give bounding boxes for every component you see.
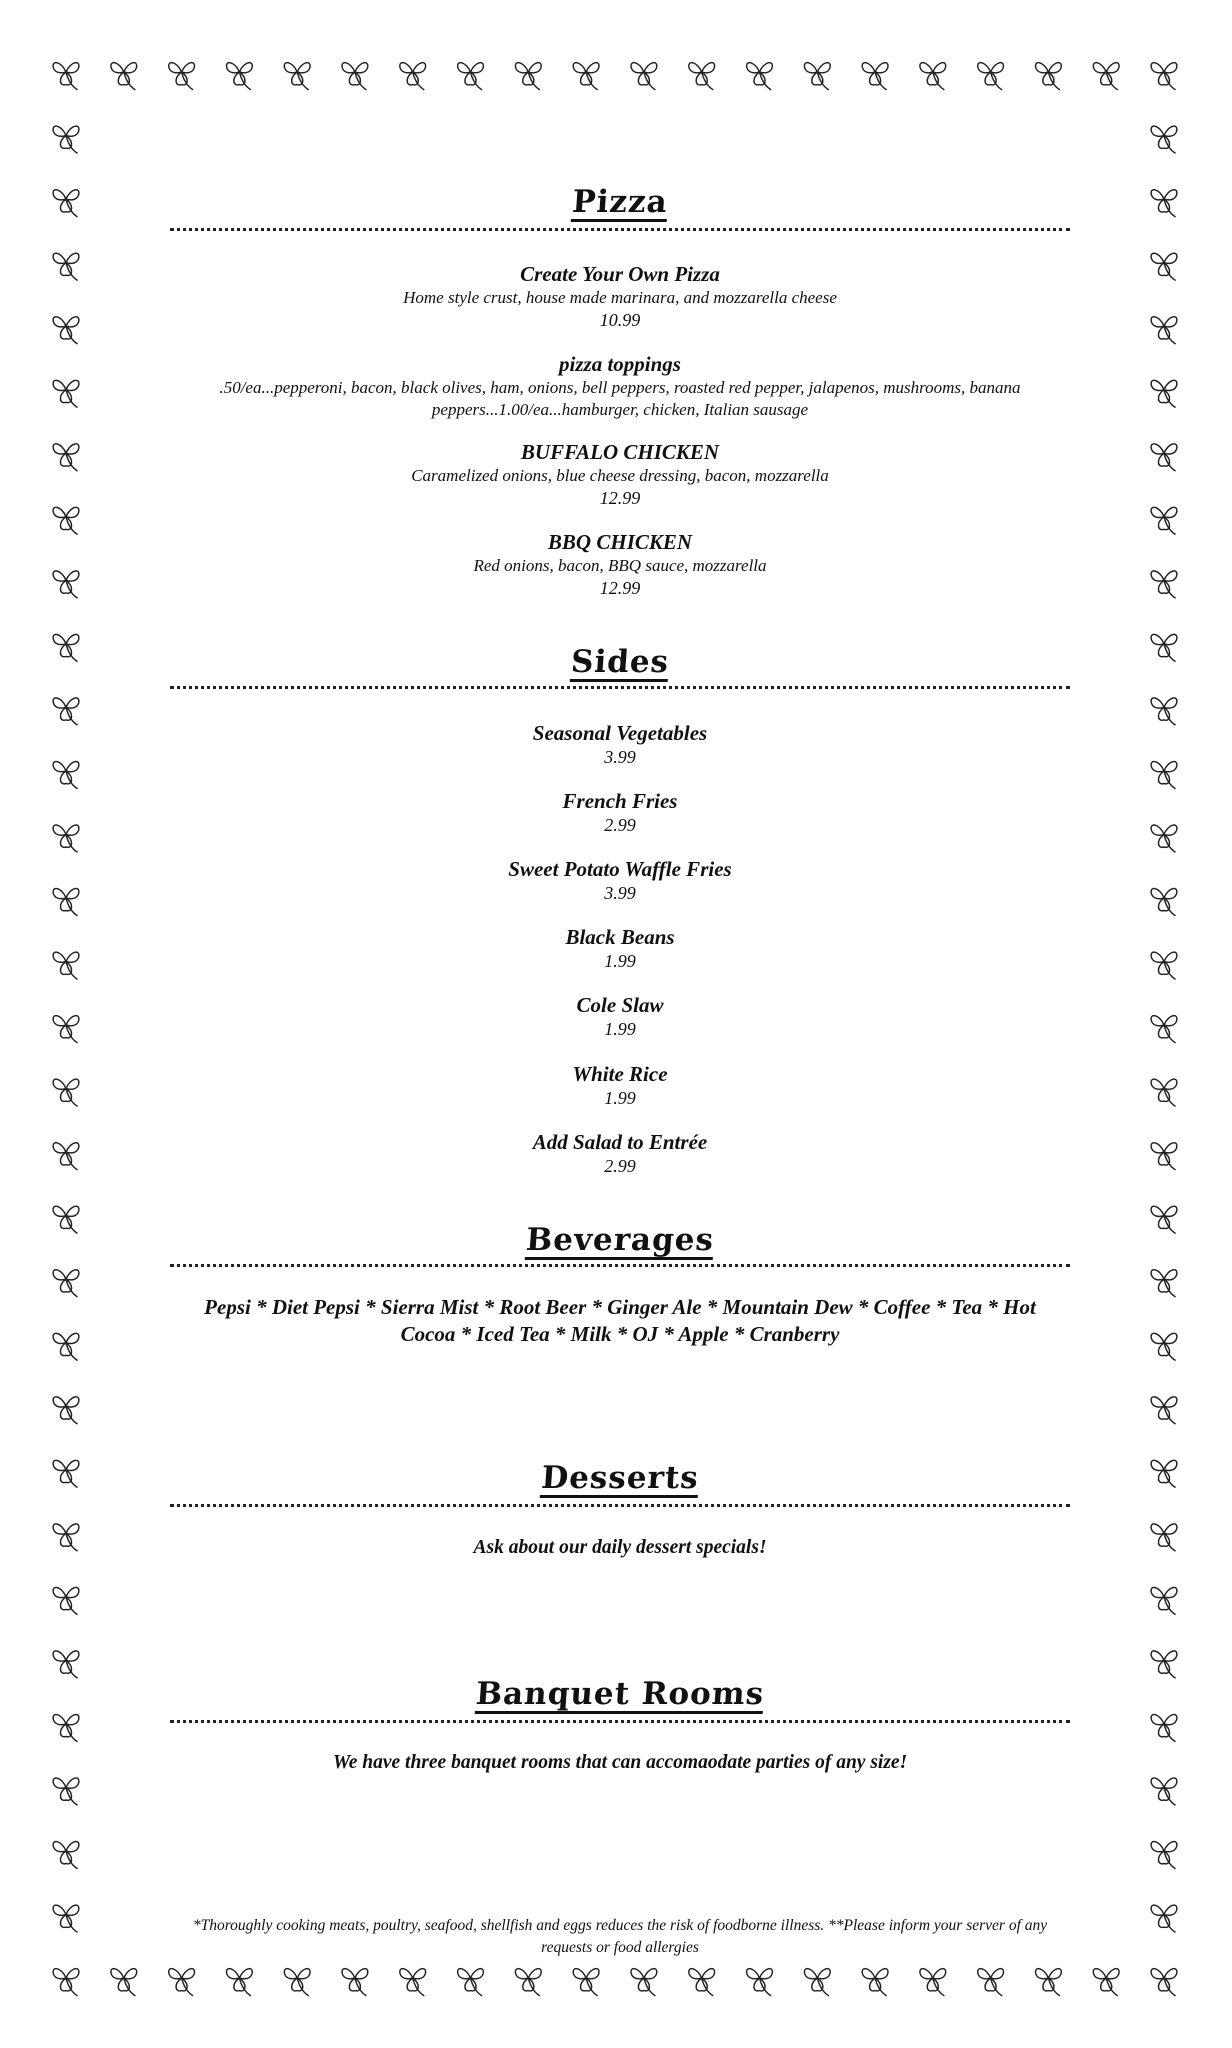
shamrock-icon bbox=[53, 825, 79, 852]
item-name: Sweet Potato Waffle Fries bbox=[508, 857, 732, 881]
shamrock-icon bbox=[53, 1715, 79, 1742]
shamrock-icon bbox=[284, 63, 310, 90]
shamrock-icon bbox=[1151, 1143, 1177, 1170]
shamrock-icon bbox=[1151, 1651, 1177, 1678]
shamrock-icon bbox=[862, 63, 888, 90]
shamrock-icon bbox=[1151, 1969, 1177, 1996]
shamrock-icon bbox=[53, 1842, 79, 1869]
shamrock-icon bbox=[53, 1016, 79, 1043]
menu-item bbox=[170, 440, 1070, 510]
shamrock-icon bbox=[53, 126, 79, 153]
shamrock-icon bbox=[53, 507, 79, 534]
shamrock-icon bbox=[1151, 1333, 1177, 1360]
shamrock-icon bbox=[1151, 952, 1177, 979]
shamrock-icon bbox=[53, 1524, 79, 1551]
shamrock-icon bbox=[53, 63, 79, 90]
section-title-banquet-rooms: Banquet Rooms bbox=[474, 1676, 766, 1712]
shamrock-icon bbox=[53, 1079, 79, 1106]
shamrock-icon bbox=[1151, 1079, 1177, 1106]
shamrock-icon bbox=[1151, 1587, 1177, 1614]
shamrock-icon bbox=[53, 317, 79, 344]
shamrock-icon bbox=[804, 1969, 830, 1996]
banquet-note-text: We have three banquet rooms that can accomaodate parties of any size! bbox=[332, 1752, 908, 1773]
item-price: 1.99 bbox=[604, 1088, 636, 1108]
item-name: BUFFALO CHICKEN bbox=[520, 440, 720, 464]
shamrock-icon bbox=[53, 634, 79, 661]
shamrock-icon bbox=[1151, 317, 1177, 344]
menu-item bbox=[170, 262, 1070, 332]
shamrock-icon bbox=[111, 63, 137, 90]
shamrock-icon bbox=[1151, 1715, 1177, 1742]
dotted-divider bbox=[170, 686, 1070, 689]
dotted-divider bbox=[170, 1720, 1070, 1723]
menu-item bbox=[170, 925, 1070, 973]
section-title-sides: Sides bbox=[569, 644, 671, 680]
shamrock-icon bbox=[53, 380, 79, 407]
shamrock-icon bbox=[1151, 1016, 1177, 1043]
shamrock-icon bbox=[1151, 1905, 1177, 1932]
shamrock-icon bbox=[1151, 634, 1177, 661]
shamrock-icon bbox=[53, 1905, 79, 1932]
shamrock-icon bbox=[1151, 1206, 1177, 1233]
shamrock-icon bbox=[1151, 1778, 1177, 1805]
shamrock-icon bbox=[631, 1969, 657, 1996]
shamrock-icon bbox=[689, 63, 715, 90]
shamrock-icon bbox=[1151, 1270, 1177, 1297]
shamrock-icon bbox=[1093, 63, 1119, 90]
menu-item bbox=[170, 857, 1070, 905]
desserts-note-text: Ask about our daily dessert specials! bbox=[473, 1537, 767, 1558]
beverage-list bbox=[180, 1294, 1060, 1348]
item-description: Caramelized onions, blue cheese dressing, bacon, mozzarella bbox=[411, 466, 829, 485]
shamrock-icon bbox=[515, 63, 541, 90]
shamrock-icon bbox=[169, 63, 195, 90]
item-price: 1.99 bbox=[604, 1019, 636, 1039]
shamrock-icon bbox=[342, 1969, 368, 1996]
item-price: 2.99 bbox=[604, 1156, 636, 1176]
shamrock-icon bbox=[1151, 698, 1177, 725]
dotted-divider bbox=[170, 228, 1070, 231]
item-name: Cole Slaw bbox=[576, 993, 664, 1017]
shamrock-icon bbox=[458, 1969, 484, 1996]
shamrock-icon bbox=[53, 571, 79, 598]
shamrock-icon bbox=[1151, 889, 1177, 916]
shamrock-icon bbox=[515, 1969, 541, 1996]
dotted-divider bbox=[170, 1264, 1070, 1267]
item-price: 1.99 bbox=[604, 951, 636, 971]
shamrock-icon bbox=[53, 1587, 79, 1614]
shamrock-icon bbox=[978, 1969, 1004, 1996]
shamrock-icon bbox=[1151, 825, 1177, 852]
shamrock-icon bbox=[747, 1969, 773, 1996]
shamrock-icon bbox=[804, 63, 830, 90]
menu-item bbox=[170, 1130, 1070, 1178]
menu-item bbox=[170, 993, 1070, 1041]
shamrock-icon bbox=[111, 1969, 137, 1996]
menu-item bbox=[170, 352, 1070, 421]
item-price: 2.99 bbox=[604, 815, 636, 835]
shamrock-icon bbox=[53, 1651, 79, 1678]
shamrock-icon bbox=[53, 1397, 79, 1424]
shamrock-icon bbox=[1151, 507, 1177, 534]
shamrock-icon bbox=[1036, 63, 1062, 90]
shamrock-icon bbox=[1151, 1397, 1177, 1424]
item-price: 12.99 bbox=[599, 488, 641, 508]
shamrock-icon bbox=[458, 63, 484, 90]
shamrock-icon bbox=[53, 1778, 79, 1805]
shamrock-icon bbox=[53, 1206, 79, 1233]
item-name: Black Beans bbox=[565, 925, 675, 949]
item-name: BBQ CHICKEN bbox=[547, 530, 693, 554]
shamrock-icon bbox=[573, 63, 599, 90]
shamrock-icon bbox=[1151, 571, 1177, 598]
shamrock-icon bbox=[53, 1460, 79, 1487]
shamrock-icon bbox=[284, 1969, 310, 1996]
item-price: 3.99 bbox=[604, 883, 636, 903]
shamrock-icon bbox=[53, 1969, 79, 1996]
shamrock-icon bbox=[920, 1969, 946, 1996]
shamrock-icon bbox=[53, 762, 79, 789]
shamrock-icon bbox=[53, 253, 79, 280]
shamrock-icon bbox=[747, 63, 773, 90]
shamrock-icon bbox=[862, 1969, 888, 1996]
shamrock-icon bbox=[1151, 63, 1177, 90]
item-name: pizza toppings bbox=[559, 352, 681, 376]
shamrock-icon bbox=[53, 444, 79, 471]
shamrock-icon bbox=[1093, 1969, 1119, 1996]
shamrock-icon bbox=[1151, 253, 1177, 280]
footer-disclaimer-text: *Thoroughly cooking meats, poultry, seafood, shellfish and eggs reduces the risk of foodborne illness. **Please inform your server of any requests or food allergies bbox=[192, 1917, 1048, 1956]
shamrock-icon bbox=[400, 63, 426, 90]
item-name: White Rice bbox=[572, 1062, 668, 1086]
item-description: Home style crust, house made marinara, and mozzarella cheese bbox=[403, 288, 837, 307]
shamrock-icon bbox=[1151, 190, 1177, 217]
shamrock-icon bbox=[978, 63, 1004, 90]
menu-item bbox=[170, 530, 1070, 600]
shamrock-icon bbox=[1151, 444, 1177, 471]
menu-item bbox=[170, 721, 1070, 769]
item-description: Red onions, bacon, BBQ sauce, mozzarella bbox=[473, 556, 767, 575]
item-name: Create Your Own Pizza bbox=[520, 262, 720, 286]
shamrock-icon bbox=[1151, 1460, 1177, 1487]
menu-item bbox=[170, 789, 1070, 837]
shamrock-icon bbox=[53, 698, 79, 725]
item-price: 12.99 bbox=[599, 578, 641, 598]
dotted-divider bbox=[170, 1504, 1070, 1507]
shamrock-icon bbox=[227, 1969, 253, 1996]
shamrock-icon bbox=[53, 1333, 79, 1360]
shamrock-icon bbox=[1036, 1969, 1062, 1996]
shamrock-icon bbox=[169, 1969, 195, 1996]
shamrock-icon bbox=[1151, 1524, 1177, 1551]
shamrock-icon bbox=[1151, 1842, 1177, 1869]
shamrock-icon bbox=[689, 1969, 715, 1996]
shamrock-icon bbox=[53, 889, 79, 916]
shamrock-icon bbox=[573, 1969, 599, 1996]
section-title-pizza: Pizza bbox=[571, 184, 670, 220]
item-name: French Fries bbox=[562, 789, 678, 813]
footer-disclaimer bbox=[170, 1915, 1070, 1959]
banquet-note bbox=[170, 1751, 1070, 1775]
item-name: Add Salad to Entrée bbox=[532, 1130, 708, 1154]
shamrock-icon bbox=[53, 1143, 79, 1170]
item-price: 10.99 bbox=[599, 310, 641, 330]
desserts-note bbox=[170, 1536, 1070, 1560]
shamrock-icon bbox=[53, 1270, 79, 1297]
section-title-beverages: Beverages bbox=[524, 1222, 716, 1258]
item-price: 3.99 bbox=[604, 747, 636, 767]
beverage-list-text: Pepsi * Diet Pepsi * Sierra Mist * Root Beer * Ginger Ale * Mountain Dew * Coffee * Tea * Hot Cocoa * Iced Tea * Milk * OJ * Apple * Cranberry bbox=[204, 1295, 1036, 1346]
item-name: Seasonal Vegetables bbox=[532, 721, 708, 745]
menu-item bbox=[170, 1062, 1070, 1110]
shamrock-icon bbox=[53, 952, 79, 979]
section-title-desserts: Desserts bbox=[540, 1460, 701, 1496]
shamrock-icon bbox=[631, 63, 657, 90]
shamrock-icon bbox=[400, 1969, 426, 1996]
shamrock-icon bbox=[53, 190, 79, 217]
item-description: .50/ea...pepperoni, bacon, black olives, ham, onions, bell peppers, roasted red pepper, jalapenos, mushrooms, banana peppers...1.00/ea...hamburger, chicken, Italian sausage bbox=[219, 378, 1021, 419]
shamrock-icon bbox=[1151, 762, 1177, 789]
shamrock-icon bbox=[1151, 380, 1177, 407]
shamrock-icon bbox=[1151, 126, 1177, 153]
shamrock-icon bbox=[227, 63, 253, 90]
shamrock-icon bbox=[342, 63, 368, 90]
shamrock-icon bbox=[920, 63, 946, 90]
